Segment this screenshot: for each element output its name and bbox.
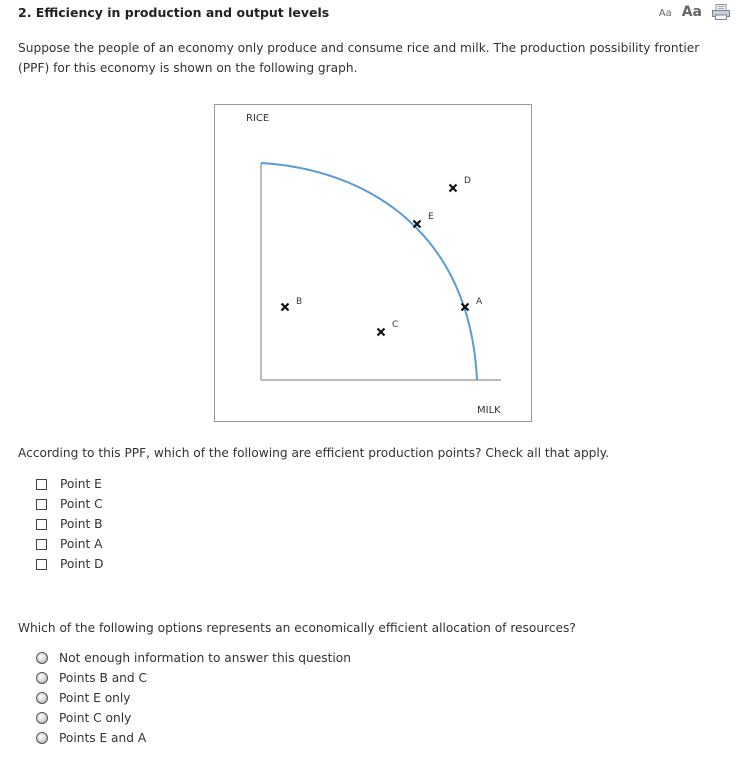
radio-option-points-b-and-c[interactable] <box>36 671 147 685</box>
checkbox[interactable] <box>36 519 47 530</box>
radio-option-label: Points B and C <box>59 671 148 685</box>
radio-option-label: Not enough information to answer this question <box>59 651 351 665</box>
checkbox-option-point-b[interactable] <box>36 517 103 531</box>
radio-option-points-e-and-a[interactable] <box>36 731 146 745</box>
radio-button[interactable] <box>36 712 48 724</box>
point-d-marker <box>450 185 457 192</box>
print-icon[interactable] <box>712 4 730 24</box>
y-axis-label: RICE <box>246 113 270 124</box>
checkbox-option-point-e[interactable] <box>36 477 102 491</box>
radio-option-label: Points E and A <box>59 731 147 745</box>
radio-button[interactable] <box>36 692 48 704</box>
point-e[interactable] <box>414 212 435 228</box>
checkbox-option-label: Point E <box>60 477 102 491</box>
point-e-label: E <box>428 212 434 222</box>
radio-button[interactable] <box>36 672 48 684</box>
checkbox-option-label: Point C <box>60 497 103 511</box>
x-axis-label: MILK <box>477 405 501 416</box>
point-c-marker <box>378 329 385 336</box>
point-b-label: B <box>296 297 303 307</box>
question1-prompt: According to this PPF, which of the following are efficient production points? Check all that apply. <box>18 446 610 460</box>
checkbox-option-point-c[interactable] <box>36 497 103 511</box>
point-c[interactable] <box>378 320 399 336</box>
ppf-curve <box>261 163 477 380</box>
point-b-marker <box>282 304 289 311</box>
question-title: 2. Efficiency in production and output levels <box>18 5 330 20</box>
radio-button[interactable] <box>36 732 48 744</box>
point-c-label: C <box>392 320 399 330</box>
radio-option-label: Point E only <box>59 691 131 705</box>
checkbox-option-label: Point D <box>60 557 104 571</box>
checkbox-option-point-a[interactable] <box>36 537 102 551</box>
point-b[interactable] <box>282 297 303 311</box>
radio-option-point-e-only[interactable] <box>36 691 131 705</box>
point-a[interactable] <box>462 297 484 311</box>
intro-text: Suppose the people of an economy only produce and consume rice and milk. The production possibility frontier (PPF) for this economy is shown on the following graph. <box>18 41 700 75</box>
point-e-marker <box>414 221 421 228</box>
checkbox-option-label: Point B <box>60 517 103 531</box>
font-size-small-button[interactable]: Aa <box>658 8 672 19</box>
point-d[interactable] <box>450 176 472 192</box>
checkbox[interactable] <box>36 499 47 510</box>
radio-option-not-enough-info[interactable] <box>36 651 351 665</box>
question2-prompt: Which of the following options represents an economically efficient allocation of resources? <box>18 621 576 635</box>
checkbox[interactable] <box>36 479 47 490</box>
radio-button[interactable] <box>36 652 48 664</box>
checkbox[interactable] <box>36 559 47 570</box>
checkbox[interactable] <box>36 539 47 550</box>
ppf-graph <box>214 104 532 422</box>
radio-option-point-c-only[interactable] <box>36 711 131 725</box>
font-size-large-button[interactable]: Aa <box>681 4 702 20</box>
checkbox-option-point-d[interactable] <box>36 557 104 571</box>
radio-option-label: Point C only <box>59 711 132 725</box>
font-size-controls <box>659 4 730 24</box>
checkbox-option-label: Point A <box>60 537 103 551</box>
point-a-label: A <box>476 297 483 307</box>
ppf-graph-svg <box>215 105 533 423</box>
point-d-label: D <box>464 176 471 186</box>
